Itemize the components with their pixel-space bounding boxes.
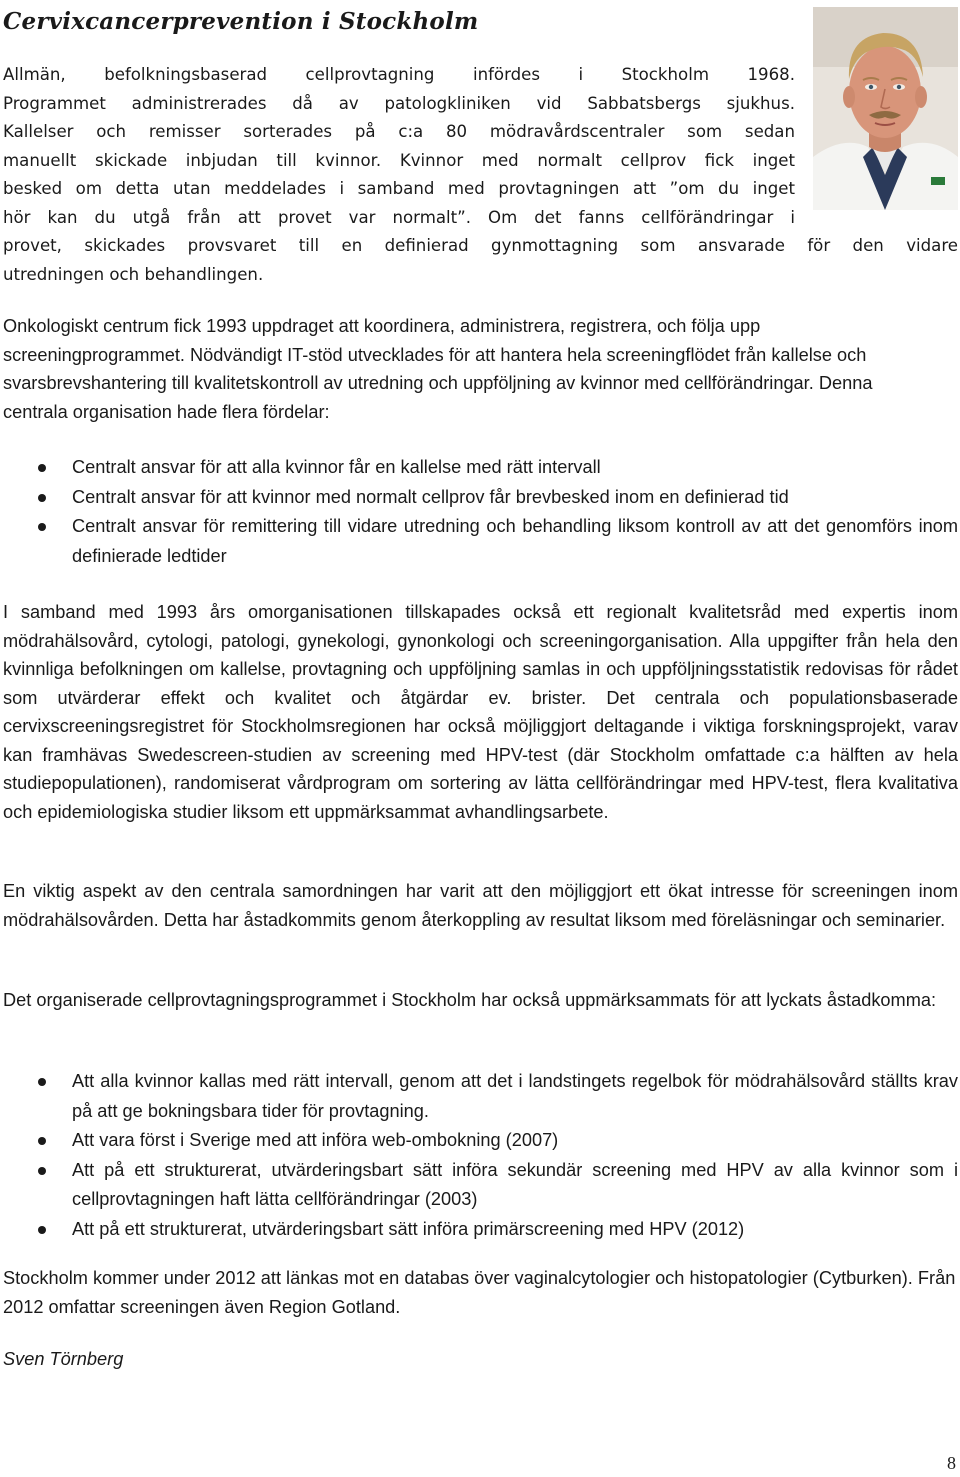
text-line: utredningen och behandlingen. [3,264,264,284]
list-item-text: Centralt ansvar för att kvinnor med normalt cellprov får brevbesked inom en definierad tid [72,486,789,507]
list-item-text: Centralt ansvar för remittering till vidare utredning och behandling liksom kontroll av att det genomförs inom definierade ledtider [72,516,958,566]
list-item [3,512,958,571]
text-line: Programmet administrerades då av patologkliniken vid Sabbatsbergs sjukhus. [3,93,795,113]
achievements-list [3,1067,958,1244]
text-line: provet, skickades provsvaret till en definierad gynmottagning som ansvarade för den vidare [3,236,958,255]
paragraph-samordning: En viktig aspekt av den centrala samordningen har varit att den möjliggjort ett ökat intresse för screeningen inom mödrahälsovården. Detta har åstadkommits genom återkoppling av resultat liksom med föreläsningar och seminarier. [3,881,958,930]
list-item-text: Centralt ansvar för att alla kvinnor får en kallelse med rätt intervall [72,457,601,477]
author-signature: Sven Törnberg [3,1349,124,1369]
bullet-icon [38,1137,46,1145]
list-item-text: Att på ett strukturerat, utvärderingsbart sätt införa primärscreening med HPV (2012) [72,1218,745,1239]
page-number: 8 [947,1453,956,1473]
list-item [3,453,958,483]
list-item-text: Att alla kvinnor kallas med rätt intervall, genom att det i landstingets regelbok för mödrahälsovård ställts krav på att ge bokningsbara tider för provtagning. [72,1071,958,1121]
paragraph-kvalitetsrad: I samband med 1993 års omorganisationen tillskapades också ett regionalt kvalitetsråd med expertis inom mödrahälsovård, cytologi, patologi, gynekologi, gynonkologi och screeningorganisation. Alla uppgifter från hela den kvinnliga befolkningen om kallelse, provtagning och uppföljning samlas in och uppföljningsstatistik redovisas för rådet som utvärderar effekt och kvalitet och åtgärdar ev. brister. Det centrala och populationsbaserade cervixscreeningsregistret för Stockholmsregionen har också möjliggjort deltagande i viktiga forskningsprojekt, varav kan framhävas Swedescreen-studien av screening med HPV-test (där Stockholm omfattade c:a hälften av hela studiepopulationen), randomiserat vårdprogram om sortering av lätta cellförändringar med HPV-test, flera kvalitativa och epidemiologiska studier liksom ett uppmärksammat avhandlingsarbete. [3,602,958,822]
bullet-icon [38,1078,46,1086]
text-line: hör kan du utgå från att provet var normalt”. Om det fanns cellförändringar i [3,207,795,227]
list-item-text: Att vara först i Sverige med att införa web-ombokning (2007) [72,1130,559,1150]
bullet-icon [38,494,46,502]
list-item [3,1215,958,1245]
bullet-icon [38,1226,46,1234]
text-line: manuellt skickade inbjudan till kvinnor. Kvinnor med normalt cellprov fick inget [3,150,795,170]
paragraph-achievements-intro: Det organiserade cellprovtagningsprogrammet i Stockholm har också uppmärksammats för att lyckats åstadkomma: [3,990,937,1010]
text-line: besked om detta utan meddelades i samband med provtagningen att ”om du inget [3,179,795,198]
bullet-icon [38,523,46,531]
bullet-icon [38,464,46,472]
list-item [3,1067,958,1126]
paragraph-onkologiskt-centrum: Onkologiskt centrum fick 1993 uppdraget att koordinera, administrera, registrera, och följa upp screeningprogrammet. Nödvändigt IT-stöd utvecklades för att hantera hela screeningflödet från kallelse och svarsbrevshantering till kvalitetskontroll av utredning och uppföljning av kvinnor med cellförändringar. Denna centrala organisation hade flera fördelar: [3,316,873,422]
intro-paragraph [3,61,958,289]
paragraph-cytburken: Stockholm kommer under 2012 att länkas mot en databas över vaginalcytologier och histopatologier (Cytburken). Från 2012 omfattar screeningen även Region Gotland. [3,1268,956,1317]
list-item [3,483,958,513]
bullet-icon [38,1167,46,1175]
text-line: Kallelser och remisser sorterades på c:a 80 mödravårdscentraler som sedan [3,122,795,141]
text-line: Allmän, befolkningsbaserad cellprovtagning infördes i Stockholm 1968. [3,65,795,84]
advantages-list [3,453,958,571]
list-item-text: Att på ett strukturerat, utvärderingsbart sätt införa sekundär screening med HPV av alla kvinnor som i cellprovtagningen haft lätta cellförändringar (2003) [72,1159,958,1209]
page-title: Cervixcancerprevention i Stockholm [3,8,479,35]
list-item [3,1156,958,1215]
list-item [3,1126,958,1156]
